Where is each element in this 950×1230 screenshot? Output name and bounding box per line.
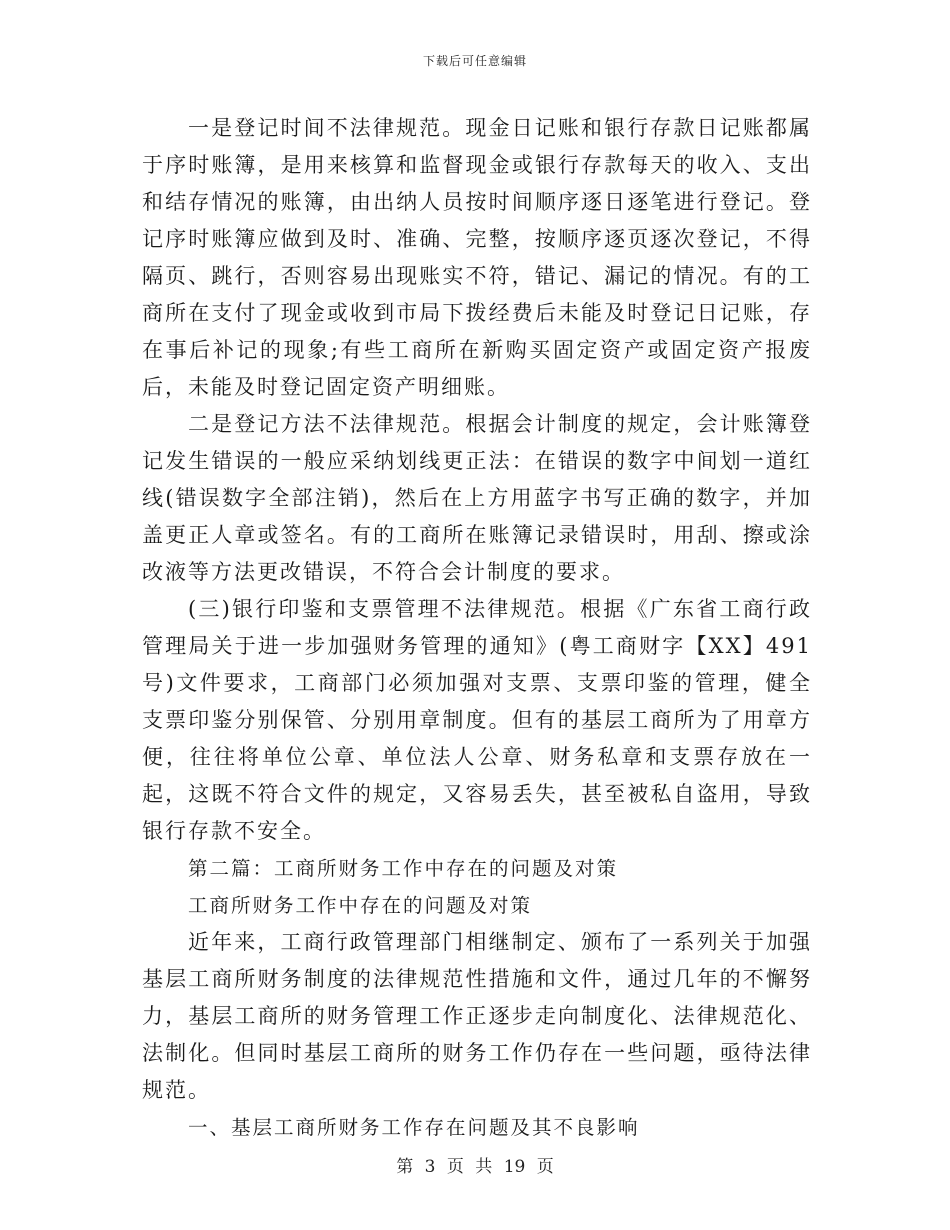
section-heading-part-two: 第二篇：工商所财务工作中存在的问题及对策 xyxy=(188,857,619,880)
paragraph-registration-time: 一是登记时间不法律规范。现金日记账和银行存款日记账都属于序时账簿，是用来核算和监督现金或银行存款每天的收入、支出和结存情况的账簿，由出纳人员按时间顺序逐日逐笔进行登记。登记序时账簿应做到及时、准确、完整，按顺序逐页逐次登记，不得隔页、跳行，否则容易出现账实不符，错记、漏记的情况。有的工商所在支付了现金或收到市局下拨经费后未能及时登记日记账，存在事后补记的现象;有些工商所在新购买固定资产或固定资产报废后，未能及时登记固定资产明细账。 xyxy=(142,116,812,399)
paragraph-registration-method: 二是登记方法不法律规范。根据会计制度的规定，会计账簿登记发生错误的一般应采纳划线更正法：在错误的数字中间划一道红线(错误数字全部注销)，然后在上方用蓝字书写正确的数字，并加盖更正人章或签名。有的工商所在账簿记录错误时，用刮、擦或涂改液等方法更改错误，不符合会计制度的要求。 xyxy=(142,412,812,584)
section-title: 工商所财务工作中存在的问题及对策 xyxy=(188,894,533,917)
document-body xyxy=(142,110,812,1146)
page-number-footer: 第 3 页 共 19 页 xyxy=(396,1157,554,1177)
subsection-heading-problems: 一、基层工商所财务工作存在问题及其不良影响 xyxy=(188,1116,640,1139)
paragraph-introduction: 近年来，工商行政管理部门相继制定、颁布了一系列关于加强基层工商所财务制度的法律规范性措施和文件，通过几年的不懈努力，基层工商所的财务管理工作正逐步走向制度化、法律规范化、法制化。但同时基层工商所的财务工作仍存在一些问题，亟待法律规范。 xyxy=(142,930,812,1102)
page-header: 下载后可任意编辑 xyxy=(422,54,527,68)
paragraph-bank-seal-cheque: (三)银行印鉴和支票管理不法律规范。根据《广东省工商行政管理局关于进一步加强财务管理的通知》(粤工商财字【XX】491号)文件要求，工商部门必须加强对支票、支票印鉴的管理，健全支票印鉴分别保管、分别用章制度。但有的基层工商所为了用章方便，往往将单位公章、单位法人公章、财务私章和支票存放在一起，这既不符合文件的规定，又容易丢失，甚至被私自盗用，导致银行存款不安全。 xyxy=(142,597,812,843)
